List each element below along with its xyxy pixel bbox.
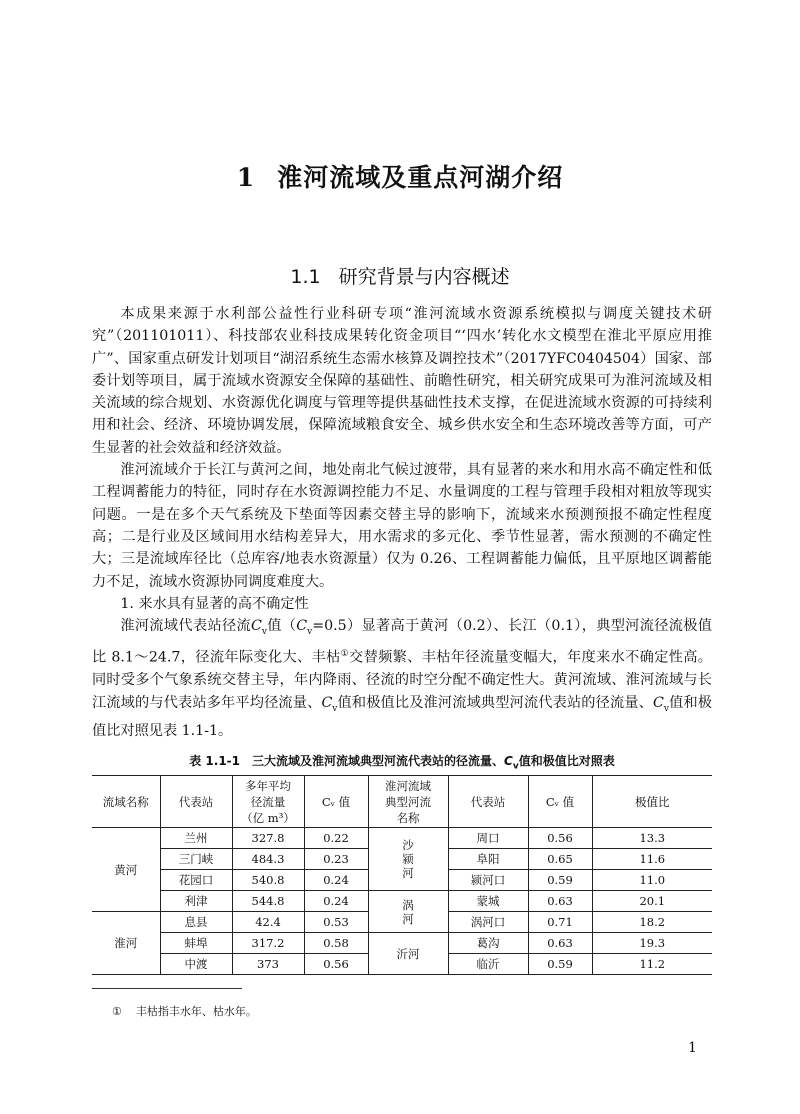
footnote-ref[interactable]: ① — [340, 649, 350, 660]
cell-station: 兰州 — [160, 828, 232, 849]
cell-ratio: 19.3 — [592, 933, 712, 954]
cell-station: 息县 — [160, 912, 232, 933]
cell-runoff: 544.8 — [232, 891, 304, 912]
table-row — [92, 828, 712, 849]
basin-huanghe: 黄河 — [92, 828, 160, 912]
header-cv-2: Cᵥ 值 — [528, 776, 592, 828]
cell-runoff: 327.8 — [232, 828, 304, 849]
footnote-marker: ① — [112, 1005, 122, 1018]
cell-station: 蚌埠 — [160, 933, 232, 954]
footnote-divider — [92, 988, 242, 989]
cell-ratio: 13.3 — [592, 828, 712, 849]
cell-station: 三门峡 — [160, 849, 232, 870]
cv-symbol: $C_v$ — [653, 694, 669, 714]
cell-station-2: 阜阳 — [448, 849, 528, 870]
header-river: 淮河流域 典型河流 名称 — [368, 776, 448, 828]
cell-cv: 0.53 — [304, 912, 368, 933]
cell-station: 利津 — [160, 891, 232, 912]
section-title — [0, 262, 800, 289]
table-header-row — [92, 776, 712, 828]
paragraph-1: 本成果来源于水利部公益性行业科研专项“淮河流域水资源系统模拟与调度关键技术研究”（201101011）、科技部农业科技成果转化资金项目“‘四水’转化水文模型在淮北平原应用推广”、国家重点研发计划项目“湖沼系统生态需水核算及调控技术”（2017YFC0404504）国家、部委计划等项目，属于流域水资源安全保障的基础性、前瞻性研究，相关研究成果可为淮河流域及相关流域的综合规划、水资源优化调度与管理等提供基础性技术支撑，在促进流域水资源的可持续利用和社会、经济、环境协调发展，保障流域粮食安全、城乡供水安全和生态环境改善等方面，可产生显著的社会效益和经济效益。 — [92, 306, 712, 456]
cell-cv-2: 0.63 — [528, 891, 592, 912]
header-extreme-ratio: 极值比 — [592, 776, 712, 828]
cell-ratio: 11.2 — [592, 954, 712, 975]
cell-ratio: 11.6 — [592, 849, 712, 870]
cv-symbol: $C_v$ — [296, 618, 313, 637]
table-number: 表 1.1-1 — [189, 754, 241, 768]
cell-cv-2: 0.65 — [528, 849, 592, 870]
cv-symbol: $C_v$ — [504, 754, 519, 772]
cell-cv: 0.56 — [304, 954, 368, 975]
cell-cv-2: 0.59 — [528, 954, 592, 975]
cell-cv-2: 0.71 — [528, 912, 592, 933]
chapter-title — [0, 158, 800, 194]
cell-station-2: 周口 — [448, 828, 528, 849]
cell-station-2: 涡河口 — [448, 912, 528, 933]
chapter-number: 1 — [236, 163, 256, 192]
header-cv: Cᵥ 值 — [304, 776, 368, 828]
cell-cv: 0.24 — [304, 891, 368, 912]
footnote — [112, 1003, 257, 1019]
page-number: 1 — [688, 1040, 697, 1056]
section-number: 1.1 — [290, 266, 321, 288]
basin-huaihe: 淮河 — [92, 912, 160, 975]
cv-symbol: $C_v$ — [321, 694, 338, 714]
table-row — [92, 891, 712, 912]
cell-station-2: 临沂 — [448, 954, 528, 975]
river-shayinghe: 沙 颍 河 — [368, 828, 448, 891]
cell-station: 花园口 — [160, 870, 232, 891]
section-title-text: 研究背景与内容概述 — [338, 266, 510, 288]
paragraph-2: 淮河流域介于长江与黄河之间，地处南北气候过渡带，具有显著的来水和用水高不确定性和低工程调蓄能力的特征，同时存在水资源调控能力不足、水量调度的工程与管理手段相对粗放等现实问题。一是在多个天气系统及下垫面等因素交替主导的影响下，流域来水预测预报不确定性程度高；二是行业及区域间用水结构差异大，用水需求的多元化、季节性显著，需水预测的不确定性大；三是流域库径比（总库容/地表水资源量）仅为 0.26、工程调蓄能力偏低，且平原地区调蓄能力不足，流域水资源协同调度难度大。 — [92, 462, 712, 590]
cell-cv-2: 0.63 — [528, 933, 592, 954]
footnote-text: 丰枯指丰水年、枯水年。 — [135, 1005, 257, 1018]
river-guohe: 涡 河 — [368, 891, 448, 933]
body-text — [92, 303, 712, 742]
cell-runoff: 373 — [232, 954, 304, 975]
cell-runoff: 540.8 — [232, 870, 304, 891]
header-station-2: 代表站 — [448, 776, 528, 828]
header-station: 代表站 — [160, 776, 232, 828]
cell-cv: 0.24 — [304, 870, 368, 891]
cell-cv-2: 0.56 — [528, 828, 592, 849]
table-row — [92, 933, 712, 954]
cell-cv-2: 0.59 — [528, 870, 592, 891]
cell-station: 中渡 — [160, 954, 232, 975]
cell-ratio: 11.0 — [592, 870, 712, 891]
cell-station-2: 颍河口 — [448, 870, 528, 891]
river-yihe: 沂河 — [368, 933, 448, 975]
cell-ratio: 18.2 — [592, 912, 712, 933]
cv-symbol: $C_v$ — [250, 618, 267, 637]
cell-runoff: 42.4 — [232, 912, 304, 933]
runoff-comparison-table — [92, 775, 712, 975]
cell-station-2: 蒙城 — [448, 891, 528, 912]
cell-station-2: 葛沟 — [448, 933, 528, 954]
table-caption: 表 1.1-1 三大流域及淮河流域典型河流代表站的径流量、$C_v$值和极值比对照表 — [189, 754, 615, 772]
cell-cv: 0.23 — [304, 849, 368, 870]
cell-ratio: 20.1 — [592, 891, 712, 912]
header-basin: 流域名称 — [92, 776, 160, 828]
cell-runoff: 317.2 — [232, 933, 304, 954]
cell-runoff: 484.3 — [232, 849, 304, 870]
subheading-inflow-uncertainty: 1. 来水具有显著的高不确定性 — [120, 595, 309, 612]
header-runoff: 多年平均 径流量 （亿 m³） — [232, 776, 304, 828]
cell-cv: 0.22 — [304, 828, 368, 849]
paragraph-4: 淮河流域代表站径流$C_v$值$(C_v=0.5)$显著高于黄河（0.2）、长江（0.1），典型河流径流极值比 8.1～24.7，径流年际变化大、丰枯①交替频繁、丰枯年径流量变幅大，年度来水不确定性高。同时受多个气象系统交替主导，年内降雨、径流的时空分配不确定性大。黄河流域、淮河流域与长江流域的与代表站多年平均径流量、$C_v$值和极值比及淮河流域典型河流代表站的径流量、$C_v$值和极值比对照见表 1.1-1。 — [92, 618, 712, 739]
cell-cv: 0.58 — [304, 933, 368, 954]
chapter-title-text: 淮河流域及重点河湖介绍 — [277, 163, 564, 192]
